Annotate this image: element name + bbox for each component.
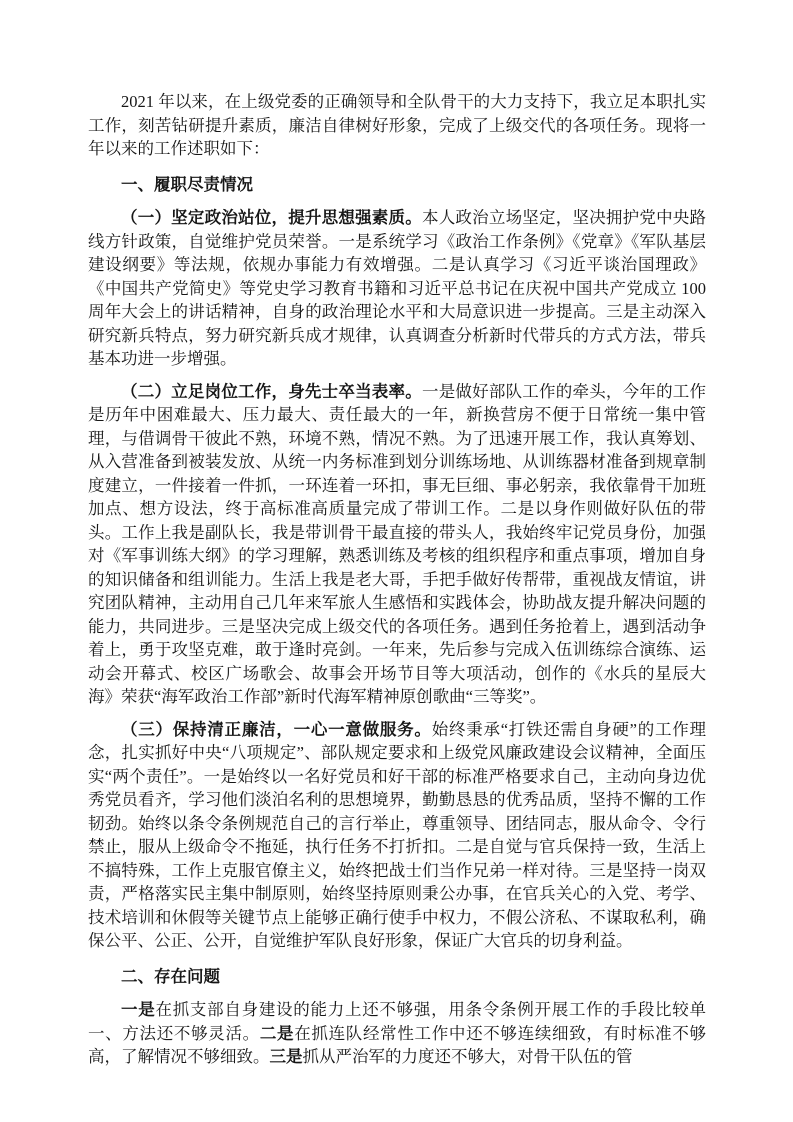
paragraph-political-stance-body: 本人政治立场坚定，坚决拥护党中央路线方针政策，自觉维护党员荣誉。一是系统学习《政治工作条例》《党章》《军队基层建设纲要》等法规，依规办事能力有效增强。二是认真学习《习近平谈治国理政》《中国共产党简史》等党史学习教育书籍和习近平总书记在庆祝中国共产党成立 100 周年大会上的讲话精神，自身的政治理论水平和大局意识进一步提高。三是主动深入研究新兵特点，努力研究新兵成才规律，认真调查分析新时代带兵的方式方法，带兵基本功进一步增强。	[88, 208, 707, 368]
section-heading-existing-problems: 二、存在问题	[121, 966, 220, 986]
paragraph-problems	[88, 998, 706, 1069]
problem-3-label: 三是	[269, 1047, 303, 1066]
paragraph-job-role-model-body: 一是做好部队工作的牵头，今年的工作是历年中困难最大、压力最大、责任最大的一年，新换营房不便于日常统一集中管理，与借调骨干彼此不熟，环境不熟，情况不熟。为了迅速开展工作，我认真筹划、从入营准备到被装发放、从统一内务标准到划分训练场地、从训练器材准备到规章制度建立，一件接着一件抓，一环连着一环扣，事无巨细、事必躬亲，我依靠骨干加班加点、想方设法，终于高标准高质量完成了带训工作。二是以身作则做好队伍的带头。工作上我是副队长，我是带训骨干最直接的带头人，我始终牢记党员身份，加强对《军事训练大纲》的学习理解，熟悉训练及考核的组织程序和重点事项，增加自身的知识储备和组训能力。生活上我是老大哥，手把手做好传帮带，重视战友情谊，讲究团队精神，主动用自己几年来军旅人生感悟和实践体会，协助战友提升解决问题的能力，共同进步。三是坚决完成上级交代的各项任务。遇到任务抢着上，遇到活动争着上，勇于攻坚克难，敢于逢时亮剑。一年来，先后参与完成入伍训练综合演练、运动会开幕式、校区广场歌会、故事会开场节目等大项活动，创作的《水兵的星辰大海》荣获“海军政治工作部”新时代海军精神原创歌曲“三等奖”。	[88, 381, 707, 706]
problem-1-label: 一是	[121, 1000, 156, 1019]
paragraph-integrity-service-lead: （三）保持清正廉洁，一心一意做服务。	[121, 719, 432, 739]
paragraph-political-stance-lead: （一）坚定政治站位，提升思想强素质。	[121, 208, 422, 227]
paragraph-integrity-service-body: 始终秉承“打铁还需自身硬”的工作理念，扎实抓好中央“八项规定”、部队规定要求和上级党风廉政建设会议精神，全面压实“两个责任”。一是始终以一名好党员和好干部的标准严格要求自己，主动向身边优秀党员看齐，学习他们淡泊名利的思想境界，勤勤恳恳的优秀品质，坚持不懈的工作韧劲。始终以条令条例规范自己的言行举止，尊重领导、团结同志，服从命令、令行禁止，服从上级命令不拖延，执行任务不打折扣。二是自觉与官兵保持一致，生活上不搞特殊，工作上克服官僚主义，始终把战士们当作兄弟一样对待。三是坚持一岗双责，严格落实民主集中制原则，始终坚持原则秉公办事，在官兵关心的入党、考学、技术培训和休假等关键节点上能够正确行使手中权力，不假公济私、不谋取私利，确保公平、公正、公开，自觉维护军队良好形象，保证广大官兵的切身利益。	[88, 719, 706, 950]
problem-2-text: 在抓连队经常性工作中还不够连续细致，有时标准不够高，了解情况不够细致。	[88, 1023, 707, 1066]
problem-2-label: 二是	[259, 1023, 295, 1043]
problem-3-text: 抓从严治军的力度还不够大，对骨干队伍的管	[302, 1047, 633, 1066]
paragraph-job-role-model-lead: （二）立足岗位工作，身先士卒当表率。	[121, 381, 422, 401]
intro-paragraph: 2021 年以来，在上级党委的正确领导和全队骨干的大力支持下，我立足本职扎实工作，刻苦钻研提升素质，廉洁自律树好形象，完成了上级交代的各项任务。现将一年以来的工作述职如下：	[88, 92, 706, 158]
paragraph-political-stance	[88, 206, 706, 371]
section-heading-duty-performance: 一、履职尽责情况	[121, 174, 253, 194]
paragraph-job-role-model	[88, 380, 706, 709]
problem-1-text: 在抓支部自身建设的能力上还不够强，用条令条例开展工作的手段比较单一、方法还不够灵活。	[88, 1000, 707, 1043]
paragraph-integrity-service	[88, 718, 706, 953]
